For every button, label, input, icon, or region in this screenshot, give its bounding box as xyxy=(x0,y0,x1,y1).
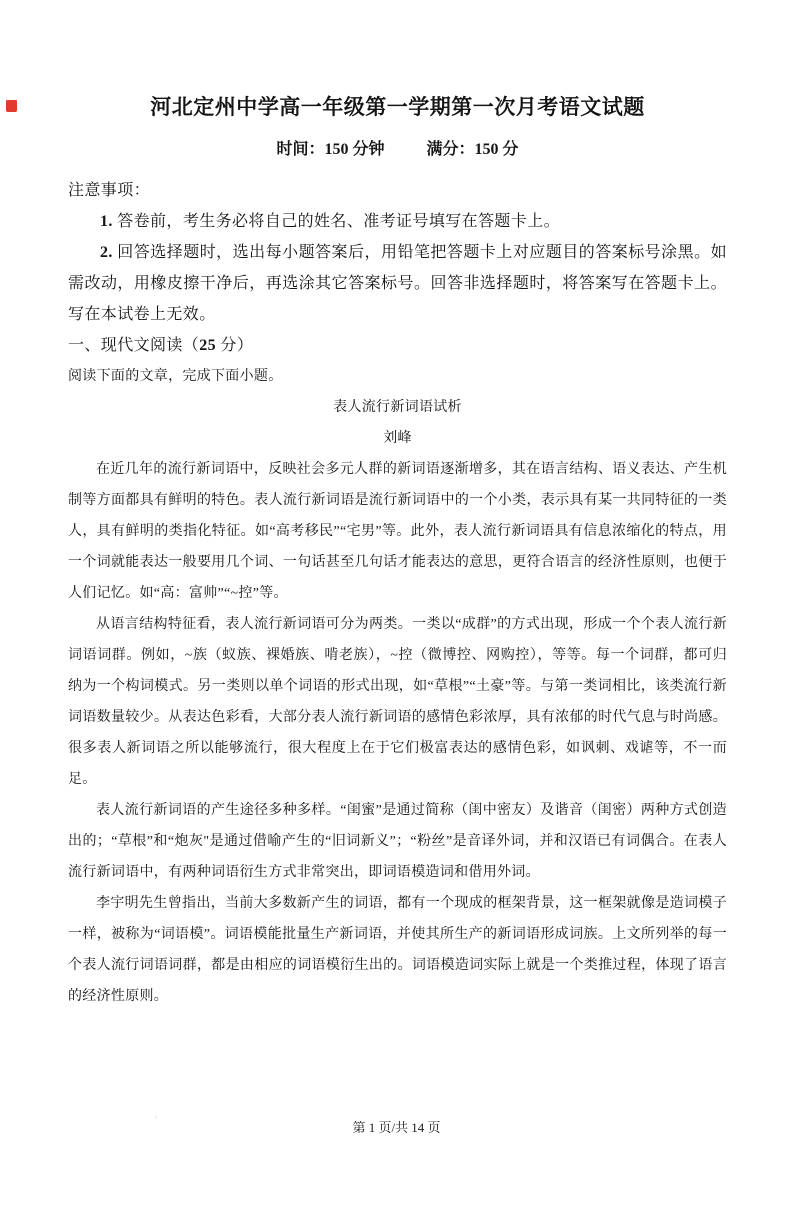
exam-meta xyxy=(68,138,727,162)
essay-paragraph: 从语言结构特征看，表人流行新词语可分为两类。一类以“成群”的方式出现，形成一个个表人流行新词语词群。例如，~族（蚁族、裸婚族、啃老族），~控（微博控、网购控），等等。每一个词群，都可归纳为一个构词模式。另一类则以单个词语的形式出现，如“草根”“土豪”等。与第一类词相比，该类流行新词语数量较少。从表达色彩看，大部分表人流行新词语的感情色彩浓厚，具有浓郁的时代气息与时尚感。很多表人新词语之所以能够流行，很大程度上在于它们极富表达的感情色彩，如讽刺、戏谑等，不一而足。 xyxy=(68,617,727,787)
section-header xyxy=(68,330,727,361)
reading-instruction: 阅读下面的文章，完成下面小题。 xyxy=(68,369,283,384)
notice-item-text: 回答选择题时，选出每小题答案后，用铅笔把答题卡上对应题目的答案标号涂黑。如需改动，用橡皮擦干净后，再选涂其它答案标号。回答非选择题时，将答案写在答题卡上。写在本试卷上无效。 xyxy=(68,244,727,323)
section-points: 25 xyxy=(199,337,217,354)
exam-score: 满分：150 分 xyxy=(426,141,519,158)
exam-time: 时间：150 分钟 xyxy=(276,141,385,158)
notice-label: 注意事项： xyxy=(68,182,151,199)
page-number: 第 1 页/共 14 页 xyxy=(352,1120,441,1135)
notice-item xyxy=(68,206,727,237)
document-page xyxy=(0,93,793,1215)
essay-author: 刘峰 xyxy=(383,431,412,446)
notice-block xyxy=(68,175,727,361)
section-prefix: 一、现代文阅读（ xyxy=(68,337,200,354)
reading-passage xyxy=(68,361,727,1012)
red-stamp-mark xyxy=(6,99,17,112)
essay-paragraph: 在近几年的流行新词语中，反映社会多元人群的新词语逐渐增多，其在语言结构、语义表达、产生机制等方面都具有鲜明的特色。表人流行新词语是流行新词语中的一个小类，表示具有某一共同特征的一类人，具有鲜明的类指化特征。如“高考移民”“宅男”等。此外，表人流行新词语具有信息浓缩化的特点，用一个词就能表达一般要用几个词、一句话甚至几句话才能表达的意思，更符合语言的经济性原则，也便于人们记忆。如“高：富帅”“~控”等。 xyxy=(68,462,727,601)
notice-item xyxy=(68,237,727,330)
notice-item-number: 2. xyxy=(100,244,113,261)
section-suffix: 分） xyxy=(216,337,254,354)
essay-title: 表人流行新词语试析 xyxy=(333,400,462,415)
stray-mark: ' xyxy=(155,1115,157,1126)
page-title: 河北定州中学高一年级第一学期第一次月考语文试题 xyxy=(150,95,645,119)
notice-item-text: 答卷前，考生务必将自己的姓名、准考证号填写在答题卡上。 xyxy=(112,213,561,230)
notice-item-number: 1. xyxy=(100,213,113,230)
essay-paragraph: 表人流行新词语的产生途径多种多样。“闺蜜”是通过简称（闺中密友）及谐音（闺密）两种方式创造出的；“草根”和“炮灰"是通过借喻产生的“旧词新义”；“粉丝”是音译外词，并和汉语已有词偶合。在表人流行新词语中，有两种词语衍生方式非常突出，即词语模造词和借用外词。 xyxy=(68,803,727,880)
essay-paragraph: 李宇明先生曾指出，当前大多数新产生的词语，都有一个现成的框架背景，这一框架就像是造词模子一样，被称为“词语模”。词语模能批量生产新词语，并使其所生产的新词语形成词族。上文所列举的每一个表人流行词语词群，都是由相应的词语模衍生出的。词语模造词实际上就是一个类推过程，体现了语言的经济性原则。 xyxy=(68,896,727,1004)
